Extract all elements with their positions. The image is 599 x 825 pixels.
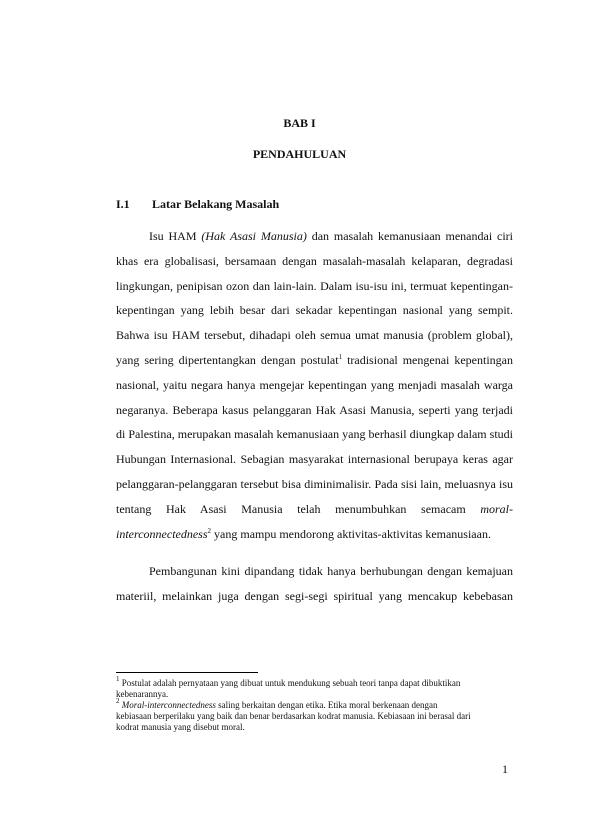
footnote-ref[interactable]: 2 xyxy=(207,526,212,535)
chapter-label: BAB I xyxy=(283,116,316,130)
paragraph-line: interconnectedness$^2$ yang mampu mendorong aktivitas-aktivitas kemanusiaan. xyxy=(116,526,491,541)
footnote-1: $^1$ Postulat adalah pernyataan yang dibuat untuk mendukung sebuah teori tanpa dapat dibuktikan kebenarannya. xyxy=(116,675,461,699)
section-title: Latar Belakang Masalah xyxy=(152,197,280,211)
paragraph-line: materiil, melainkan juga dengan segi-segi spiritual yang mencakup kebebasan xyxy=(116,588,513,603)
footnote-divider xyxy=(116,672,258,673)
paragraph-line: khas era globalisasi, bersamaan dengan masalah-masalah kelaparan, degradasi xyxy=(116,253,513,268)
paragraph-line: yang sering dipertentangkan dengan postulat$^1$ tradisional mengenai kepentingan xyxy=(116,352,513,367)
paragraph-line: nasional, yaitu negara hanya mengejar kepentingan yang menjadi masalah warga xyxy=(116,377,513,392)
footnote-ref[interactable]: 1 xyxy=(338,352,343,361)
chapter-title: PENDAHULUAN xyxy=(252,147,347,161)
paragraph-line: pelanggaran-pelanggaran tersebut bisa diminimalisir. Pada sisi lain, meluasnya isu xyxy=(116,476,513,491)
paragraph-line: Bahwa isu HAM tersebut, dihadapi oleh semua umat manusia (problem global), xyxy=(116,328,513,343)
paragraph-line: tentang Hak Asasi Manusia telah menumbuhkan semacam moral- xyxy=(116,501,513,516)
section-number: I.1 xyxy=(116,197,130,211)
paragraph-line: Hubungan Internasional. Sebagian masyarakat internasional berupaya keras agar xyxy=(116,452,513,467)
paragraph-line: lingkungan, penipisan ozon dan lain-lain. Dalam isu-isu ini, termuat kepentingan- xyxy=(116,278,513,293)
paragraph-2 xyxy=(116,559,513,609)
footnote-2: $^2$ Moral-interconnectedness saling berkaitan dengan etika. Etika moral berkenaan dengan kebiasaan berperilaku yang baik dan benar berdasarkan kodrat manusia. Kebiasaan ini berasal dari kodrat manusia yang disebut moral. xyxy=(116,697,471,732)
section-heading xyxy=(116,197,279,212)
paragraph-1 xyxy=(116,224,513,546)
paragraph-line: Pembangunan kini dipandang tidak hanya berhubungan dengan kemajuan xyxy=(149,564,513,578)
paragraph-line: negaranya. Beberapa kasus pelanggaran Hak Asasi Manusia, seperti yang terjadi xyxy=(116,402,513,417)
paragraph-line: Isu HAM (Hak Asasi Manusia) dan masalah kemanusiaan menandai ciri xyxy=(149,229,514,243)
footnote-number: 1 xyxy=(116,675,120,683)
paragraph-line: kepentingan yang lebih besar dari sekadar kepentingan nasional yang sempit. xyxy=(116,303,513,318)
paragraph-line: di Palestina, merupakan masalah kemanusiaan yang berhasil diungkap dalam studi xyxy=(116,427,513,442)
footnote-number: 2 xyxy=(116,697,120,705)
page-number: 1 xyxy=(502,762,508,776)
